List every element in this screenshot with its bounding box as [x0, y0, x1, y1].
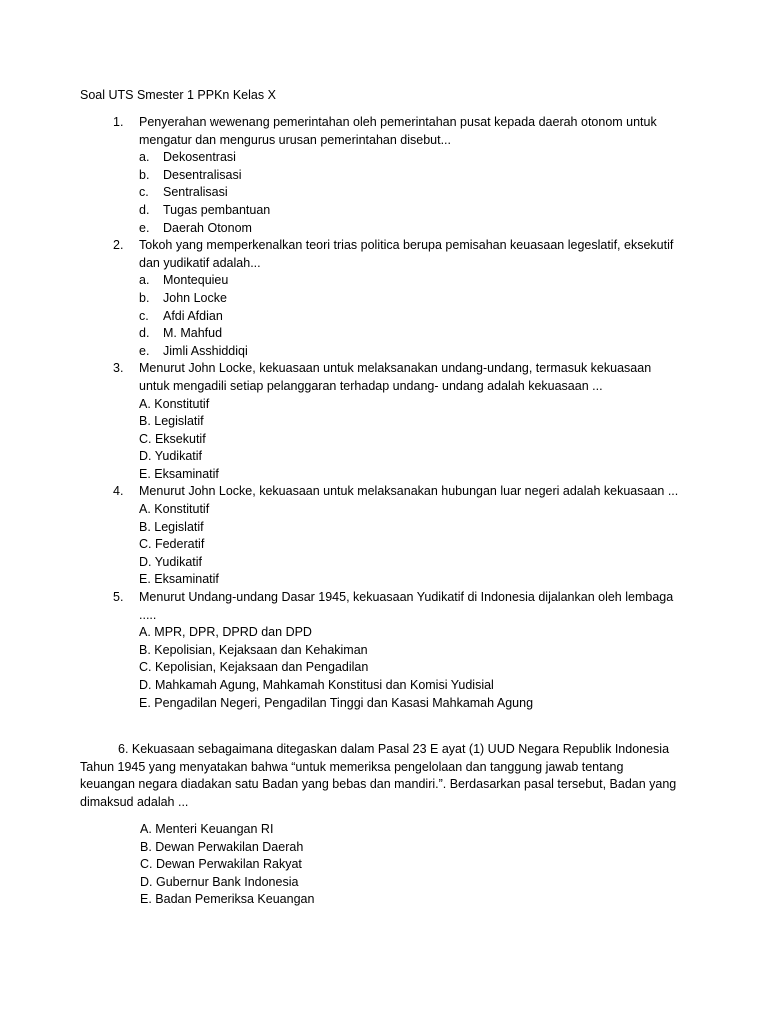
question-text: Menurut Undang-undang Dasar 1945, kekuasaan Yudikatif di Indonesia dijalankan oleh lembaga ..... — [139, 590, 674, 622]
option-a: A. Konstitutif — [139, 396, 210, 411]
option-d: d. Tugas pembantuan — [139, 202, 271, 217]
question-number: 1. — [113, 115, 124, 129]
question-number: 4. — [113, 484, 124, 499]
question-5 — [113, 589, 683, 712]
question-4 — [113, 483, 683, 589]
question-number: 2. — [113, 238, 124, 253]
question-text: Penyerahan wewenang pemerintahan oleh pemerintahan pusat kepada daerah otonom untuk mengatur dan mengurus urusan pemerintahan disebut... — [139, 115, 657, 147]
option-e: e. Jimli Asshiddiqi — [139, 343, 248, 358]
option-c: C. Eksekutif — [139, 431, 206, 446]
question-number: 3. — [113, 361, 124, 376]
question-text: 6. Kekuasaan sebagaimana ditegaskan dalam Pasal 23 E ayat (1) UUD Negara Republik Indonesia Tahun 1945 yang menyatakan bahwa “untuk memeriksa pengelolaan dan tanggung jawab tentang keuangan negara diadakan satu Badan yang bebas dan mandiri.”. Berdasarkan pasal tersebut, Badan yang dimaksud adalah ... — [80, 742, 677, 809]
option-d: D. Gubernur Bank Indonesia — [140, 874, 299, 889]
option-b: B. Legislatif — [139, 519, 204, 534]
question-2 — [113, 237, 683, 360]
option-c: C. Dewan Perwakilan Rakyat — [140, 857, 302, 872]
question-6-options — [140, 821, 314, 909]
option-c: C. Kepolisian, Kejaksaan dan Pengadilan — [139, 660, 369, 675]
option-b: b. John Locke — [139, 290, 227, 305]
option-c: c. Sentralisasi — [139, 185, 228, 200]
question-number: 5. — [113, 590, 124, 605]
option-b: b. Desentralisasi — [139, 167, 242, 182]
question-1 — [113, 114, 683, 237]
option-a: a. Dekosentrasi — [139, 150, 236, 165]
option-a: A. MPR, DPR, DPRD dan DPD — [139, 625, 312, 640]
question-text: Menurut John Locke, kekuasaan untuk melaksanakan hubungan luar negeri adalah kekuasaan ... — [139, 484, 679, 499]
option-e: E. Badan Pemeriksa Keuangan — [140, 892, 315, 907]
option-e: E. Eksaminatif — [139, 466, 219, 481]
question-6 — [80, 741, 680, 811]
option-d: D. Mahkamah Agung, Mahkamah Konstitusi dan Komisi Yudisial — [139, 678, 494, 692]
option-b: B. Kepolisian, Kejaksaan dan Kehakiman — [139, 642, 368, 657]
option-e: e. Daerah Otonom — [139, 220, 252, 235]
option-d: d. M. Mahfud — [139, 326, 223, 341]
option-d: D. Yudikatif — [139, 449, 203, 464]
option-a: A. Konstitutif — [139, 502, 210, 517]
question-3 — [113, 360, 683, 483]
option-e: E. Eksaminatif — [139, 572, 219, 587]
option-c: c. Afdi Afdian — [139, 308, 223, 323]
question-text: Menurut John Locke, kekuasaan untuk melaksanakan undang-undang, termasuk kekuasaan untuk mengadili setiap pelanggaran terhadap undang- undang adalah kekuasaan ... — [139, 361, 652, 393]
option-b: B. Dewan Perwakilan Daerah — [140, 839, 304, 854]
option-e: E. Pengadilan Negeri, Pengadilan Tinggi dan Kasasi Mahkamah Agung — [139, 695, 534, 710]
option-c: C. Federatif — [139, 537, 205, 552]
option-b: B. Legislatif — [139, 414, 204, 429]
page-title: Soal UTS Smester 1 PPKn Kelas X — [80, 88, 276, 102]
question-text: Tokoh yang memperkenalkan teori trias politica berupa pemisahan keuasaan legeslatif, eksekutif dan yudikatif adalah... — [139, 238, 674, 270]
option-d: D. Yudikatif — [139, 554, 203, 569]
question-list — [113, 114, 683, 712]
option-a: a. Montequieu — [139, 273, 229, 288]
option-a: A. Menteri Keuangan RI — [140, 822, 274, 836]
